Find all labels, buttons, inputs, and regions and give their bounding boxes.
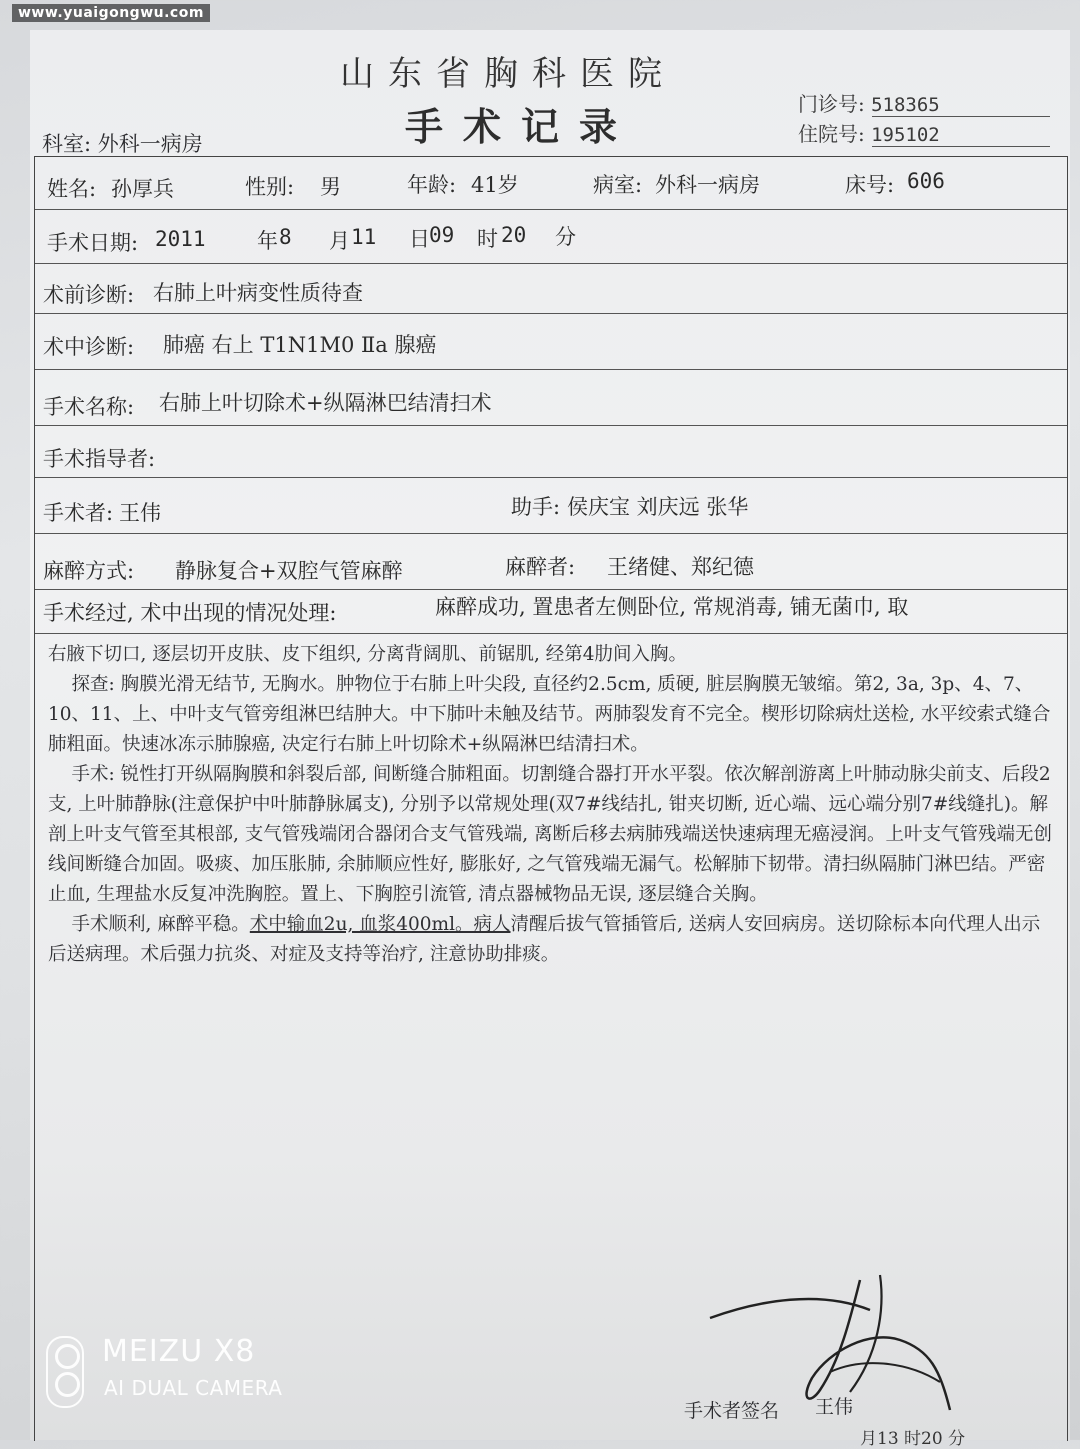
ward-label: 病室: — [593, 173, 643, 197]
patient-info-row — [35, 157, 1067, 210]
bed-label: 床号: — [845, 173, 895, 197]
surgery-hour: 09 — [429, 223, 455, 247]
transfusion-note-underlined: 术中输血2u, 血浆400ml。病人 — [249, 914, 511, 935]
anesthesia-value: 静脉复合+双腔气管麻醉 — [175, 559, 403, 583]
department — [42, 128, 203, 158]
camera-subtitle: AI DUAL CAMERA — [104, 1376, 283, 1400]
supervisor-label: 手术指导者: — [43, 447, 156, 471]
patient-age: 41岁 — [471, 173, 519, 197]
surgery-date-label: 手术日期: — [47, 231, 139, 255]
surgeon-value: 王伟 — [119, 501, 161, 525]
outpatient-value: 518365 — [871, 94, 940, 116]
pre-diagnosis-row — [35, 263, 1067, 314]
camera-watermark — [44, 1330, 334, 1410]
pre-diagnosis-value: 右肺上叶病变性质待查 — [153, 281, 363, 305]
inpatient-label: 住院号: — [798, 122, 865, 146]
patient-sex: 男 — [320, 175, 341, 199]
inpatient-number — [798, 118, 940, 147]
department-label: 科室: — [42, 132, 92, 156]
narrative-paragraph: 右腋下切口, 逐层切开皮肤、皮下组织, 分离背阔肌、前锯肌, 经第4肋间入胸。 — [48, 644, 688, 665]
surgery-date-row — [35, 209, 1067, 264]
name-label: 姓名: — [47, 177, 97, 201]
operation-name-value: 右肺上叶切除术+纵隔淋巴结清扫术 — [159, 391, 492, 415]
inpatient-underline — [872, 146, 1050, 147]
hour-unit: 时 — [477, 227, 498, 251]
inpatient-value: 195102 — [871, 124, 940, 146]
hospital-name: 山东省胸科医院 — [340, 54, 676, 94]
operation-name-label: 手术名称: — [43, 395, 135, 419]
process-label: 手术经过, 术中出现的情况处理: — [43, 601, 337, 625]
minute-unit: 分 — [555, 225, 576, 249]
outpatient-label: 门诊号: — [798, 92, 865, 116]
anesthetist-label: 麻醉者: — [505, 555, 576, 579]
anesthesia-row — [35, 533, 1067, 590]
surgery-year: 2011 — [155, 227, 206, 251]
patient-ward: 外科一病房 — [655, 173, 760, 197]
surgery-minute: 20 — [501, 223, 527, 247]
department-value: 外科一病房 — [97, 132, 203, 156]
assistant-label: 助手: — [511, 495, 561, 519]
narrative-paragraph: 手术: 锐性打开纵隔胸膜和斜裂后部, 间断缝合肺粗面。切割缝合器打开水平裂。依次解剖游离上叶肺动脉尖前支、后段2支, 上叶肺静脉(注意保护中叶肺静脉属支), 分别予以常规处理(双7#线结扎, 钳夹切断, 近心端、远心端分别7#线缝扎)。解剖上叶支气管至其根部, 支气管残端闭合器闭合支气管残端, 离断后移去病肺残端送快速病理无癌浸润。上叶支气管残端无创线间断缝合加固。吸痰、加压胀肺, 余肺顺应性好, 膨胀好, 之气管残端无漏气。松解肺下韧带。清扫纵隔肺门淋巴结。严密止血, 生理盐水反复冲洗胸腔。置上、下胸腔引流管, 清点器械物品无误, 逐层缝合关胸。 — [48, 764, 1053, 905]
patient-name: 孙厚兵 — [111, 177, 174, 201]
closing-part-a: 手术顺利, 麻醉平稳。 — [48, 914, 250, 935]
surgeon-signature-label: 手术者签名 — [684, 1400, 780, 1422]
surgeon-row — [35, 477, 1067, 534]
surgeon-signature-name: 王伟 — [815, 1396, 854, 1418]
year-unit: 年 — [257, 229, 278, 253]
month-unit: 月 — [329, 229, 350, 253]
surgery-day: 11 — [351, 225, 377, 249]
dual-camera-icon — [46, 1336, 84, 1408]
operation-name-row — [35, 369, 1067, 426]
camera-brand: MEIZU X8 — [102, 1334, 256, 1369]
form-title: 手术记录 — [405, 104, 638, 149]
signature-date-fragment: 月13 时20 分 — [860, 1429, 966, 1449]
process-header-row — [35, 589, 1067, 634]
process-intro: 麻醉成功, 置患者左侧卧位, 常规消毒, 铺无菌巾, 取 — [435, 595, 909, 619]
surgeon-label: 手术者: — [43, 501, 114, 525]
narrative-paragraph: 探查: 胸膜光滑无结节, 无胸水。肿物位于右肺上叶尖段, 直径约2.5cm, 质硬, 脏层胸膜无皱缩。第2, 3a, 3p、4、7、10、11、上、中叶支气管旁组淋巴结肿大。中下肺叶未触及结节。两肺裂发育不完全。楔形切除病灶送检, 水平绞索式缝合肺粗面。快速冰冻示肺腺癌, 决定行右肺上叶切除术+纵隔淋巴结清扫术。 — [48, 674, 1051, 755]
closing-part-c: 清醒后拔气管插管后, 送病人安回病房。送切除标本向代理人出示后送病理。术后强力抗炎、对症及支持等治疗, 注意协助排痰。 — [48, 914, 1041, 965]
pre-diagnosis-label: 术前诊断: — [43, 283, 135, 307]
intra-diagnosis-value: 肺癌 右上 T1N1M0 Ⅱa 腺癌 — [163, 333, 437, 357]
anesthesia-label: 麻醉方式: — [43, 559, 135, 583]
anesthetist-value: 王绪健、郑纪德 — [607, 555, 754, 579]
supervisor-row — [35, 425, 1067, 478]
outpatient-underline — [872, 116, 1050, 117]
patient-bed: 606 — [907, 169, 945, 193]
intra-diagnosis-label: 术中诊断: — [43, 335, 135, 359]
procedure-narrative — [48, 640, 1058, 970]
outpatient-number — [798, 88, 940, 117]
sex-label: 性别: — [245, 175, 295, 199]
age-label: 年龄: — [407, 173, 457, 197]
surgery-month: 8 — [279, 225, 292, 249]
narrative-closing — [48, 910, 1058, 970]
site-watermark: www.yuaigongwu.com — [12, 4, 210, 22]
intra-diagnosis-row — [35, 313, 1067, 370]
assistant-value: 侯庆宝 刘庆远 张华 — [567, 495, 749, 519]
day-unit: 日 — [409, 227, 430, 251]
